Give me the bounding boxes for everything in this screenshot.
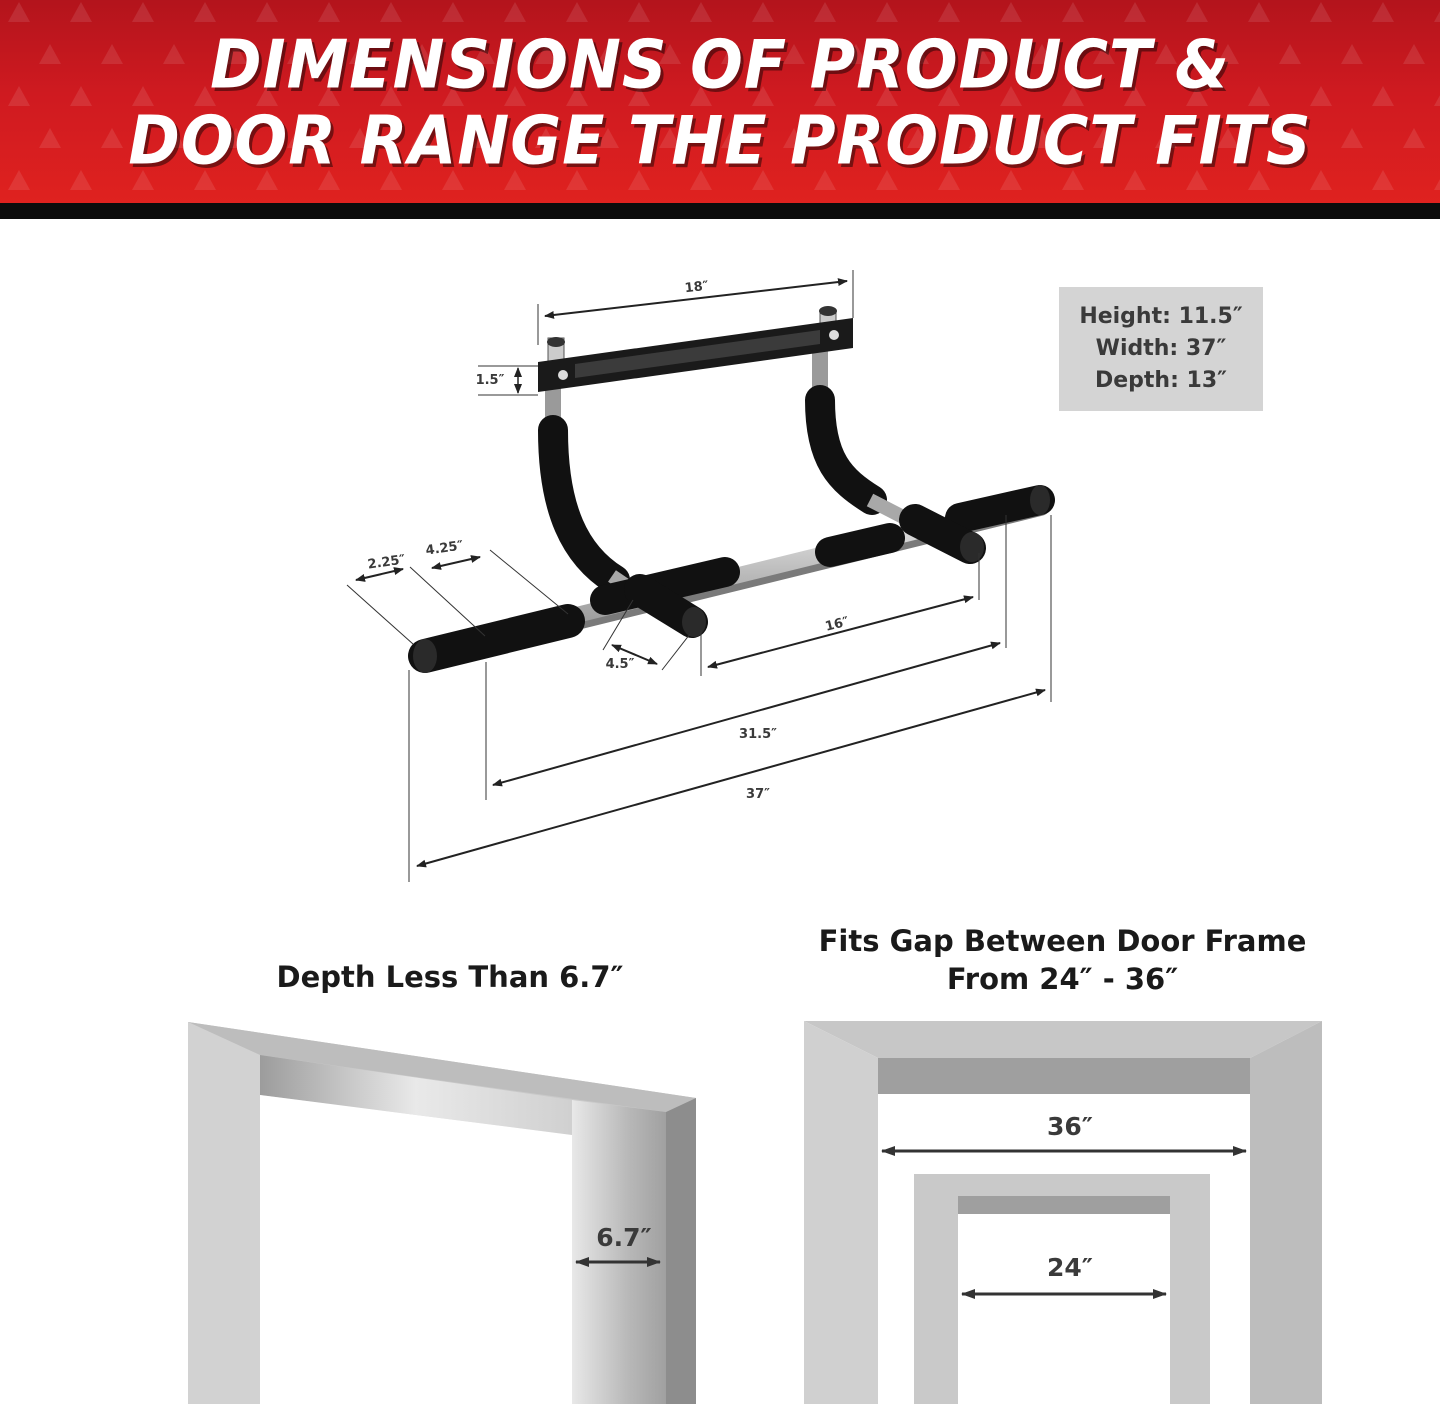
spec-depth: Depth: 13″ — [1094, 368, 1227, 393]
banner-triangle-icon — [1372, 2, 1394, 22]
dim-label-1-5: 1.5″ — [475, 373, 505, 388]
spec-height: Height: 11.5″ — [1079, 304, 1243, 329]
door-frame-diagrams — [0, 1000, 1440, 1404]
banner-triangle-icon — [256, 2, 278, 22]
depth-label-6-7: 6.7″ — [596, 1223, 652, 1252]
banner-triangle-icon — [566, 2, 588, 22]
dim-label-2-25: 2.25″ — [366, 552, 407, 573]
gap-label-24: 24″ — [1047, 1253, 1093, 1282]
header-banner — [0, 0, 1440, 208]
page-title-line-1: DIMENSIONS OF PRODUCT & — [210, 25, 1230, 104]
banner-triangle-icon — [8, 2, 30, 22]
banner-triangle-icon — [1186, 2, 1208, 22]
banner-triangle-icon — [132, 2, 154, 22]
gap-heading-line-2: From 24″ - 36″ — [946, 962, 1179, 996]
banner-triangle-icon — [1062, 2, 1084, 22]
banner-triangle-icon — [1124, 2, 1146, 22]
banner-triangle-icon — [1248, 2, 1270, 22]
banner-triangle-icon — [1310, 2, 1332, 22]
depth-door-frame — [188, 1022, 696, 1404]
banner-triangle-icon — [1000, 2, 1022, 22]
dim-label-37: 37″ — [746, 787, 770, 802]
banner-triangle-icon — [690, 2, 712, 22]
banner-triangle-icon — [442, 2, 464, 22]
dim-label-16: 16″ — [823, 614, 851, 635]
gap-heading-line-1: Fits Gap Between Door Frame — [818, 924, 1307, 958]
banner-triangle-icon — [194, 2, 216, 22]
banner-divider — [0, 203, 1440, 219]
gap-heading — [790, 922, 1335, 998]
dim-label-4-25: 4.25″ — [424, 538, 465, 559]
banner-triangle-icon — [380, 2, 402, 22]
banner-triangle-icon — [504, 2, 526, 22]
banner-triangle-icon — [628, 2, 650, 22]
spec-width: Width: 37″ — [1095, 336, 1227, 361]
specs-box — [1059, 287, 1263, 411]
page-title-line-2: DOOR RANGE THE PRODUCT FITS — [128, 101, 1312, 180]
upright-right — [820, 350, 905, 518]
banner-triangle-icon — [70, 2, 92, 22]
dim-label-4-5: 4.5″ — [605, 657, 635, 672]
foam-grips — [413, 485, 1050, 673]
banner-triangle-icon — [876, 2, 898, 22]
banner-triangle-icon — [752, 2, 774, 22]
upright-left — [553, 372, 640, 595]
top-door-bar — [538, 306, 853, 392]
gap-label-36: 36″ — [1047, 1112, 1093, 1141]
dim-label-18: 18″ — [683, 278, 710, 297]
banner-triangle-icon — [814, 2, 836, 22]
gap-door-frame-inner — [914, 1174, 1210, 1404]
banner-triangle-icon — [938, 2, 960, 22]
depth-heading: Depth Less Than 6.7″ — [276, 960, 624, 994]
dim-label-31-5: 31.5″ — [739, 727, 777, 742]
banner-triangle-icon — [318, 2, 340, 22]
banner-triangle-icon — [1434, 2, 1440, 22]
